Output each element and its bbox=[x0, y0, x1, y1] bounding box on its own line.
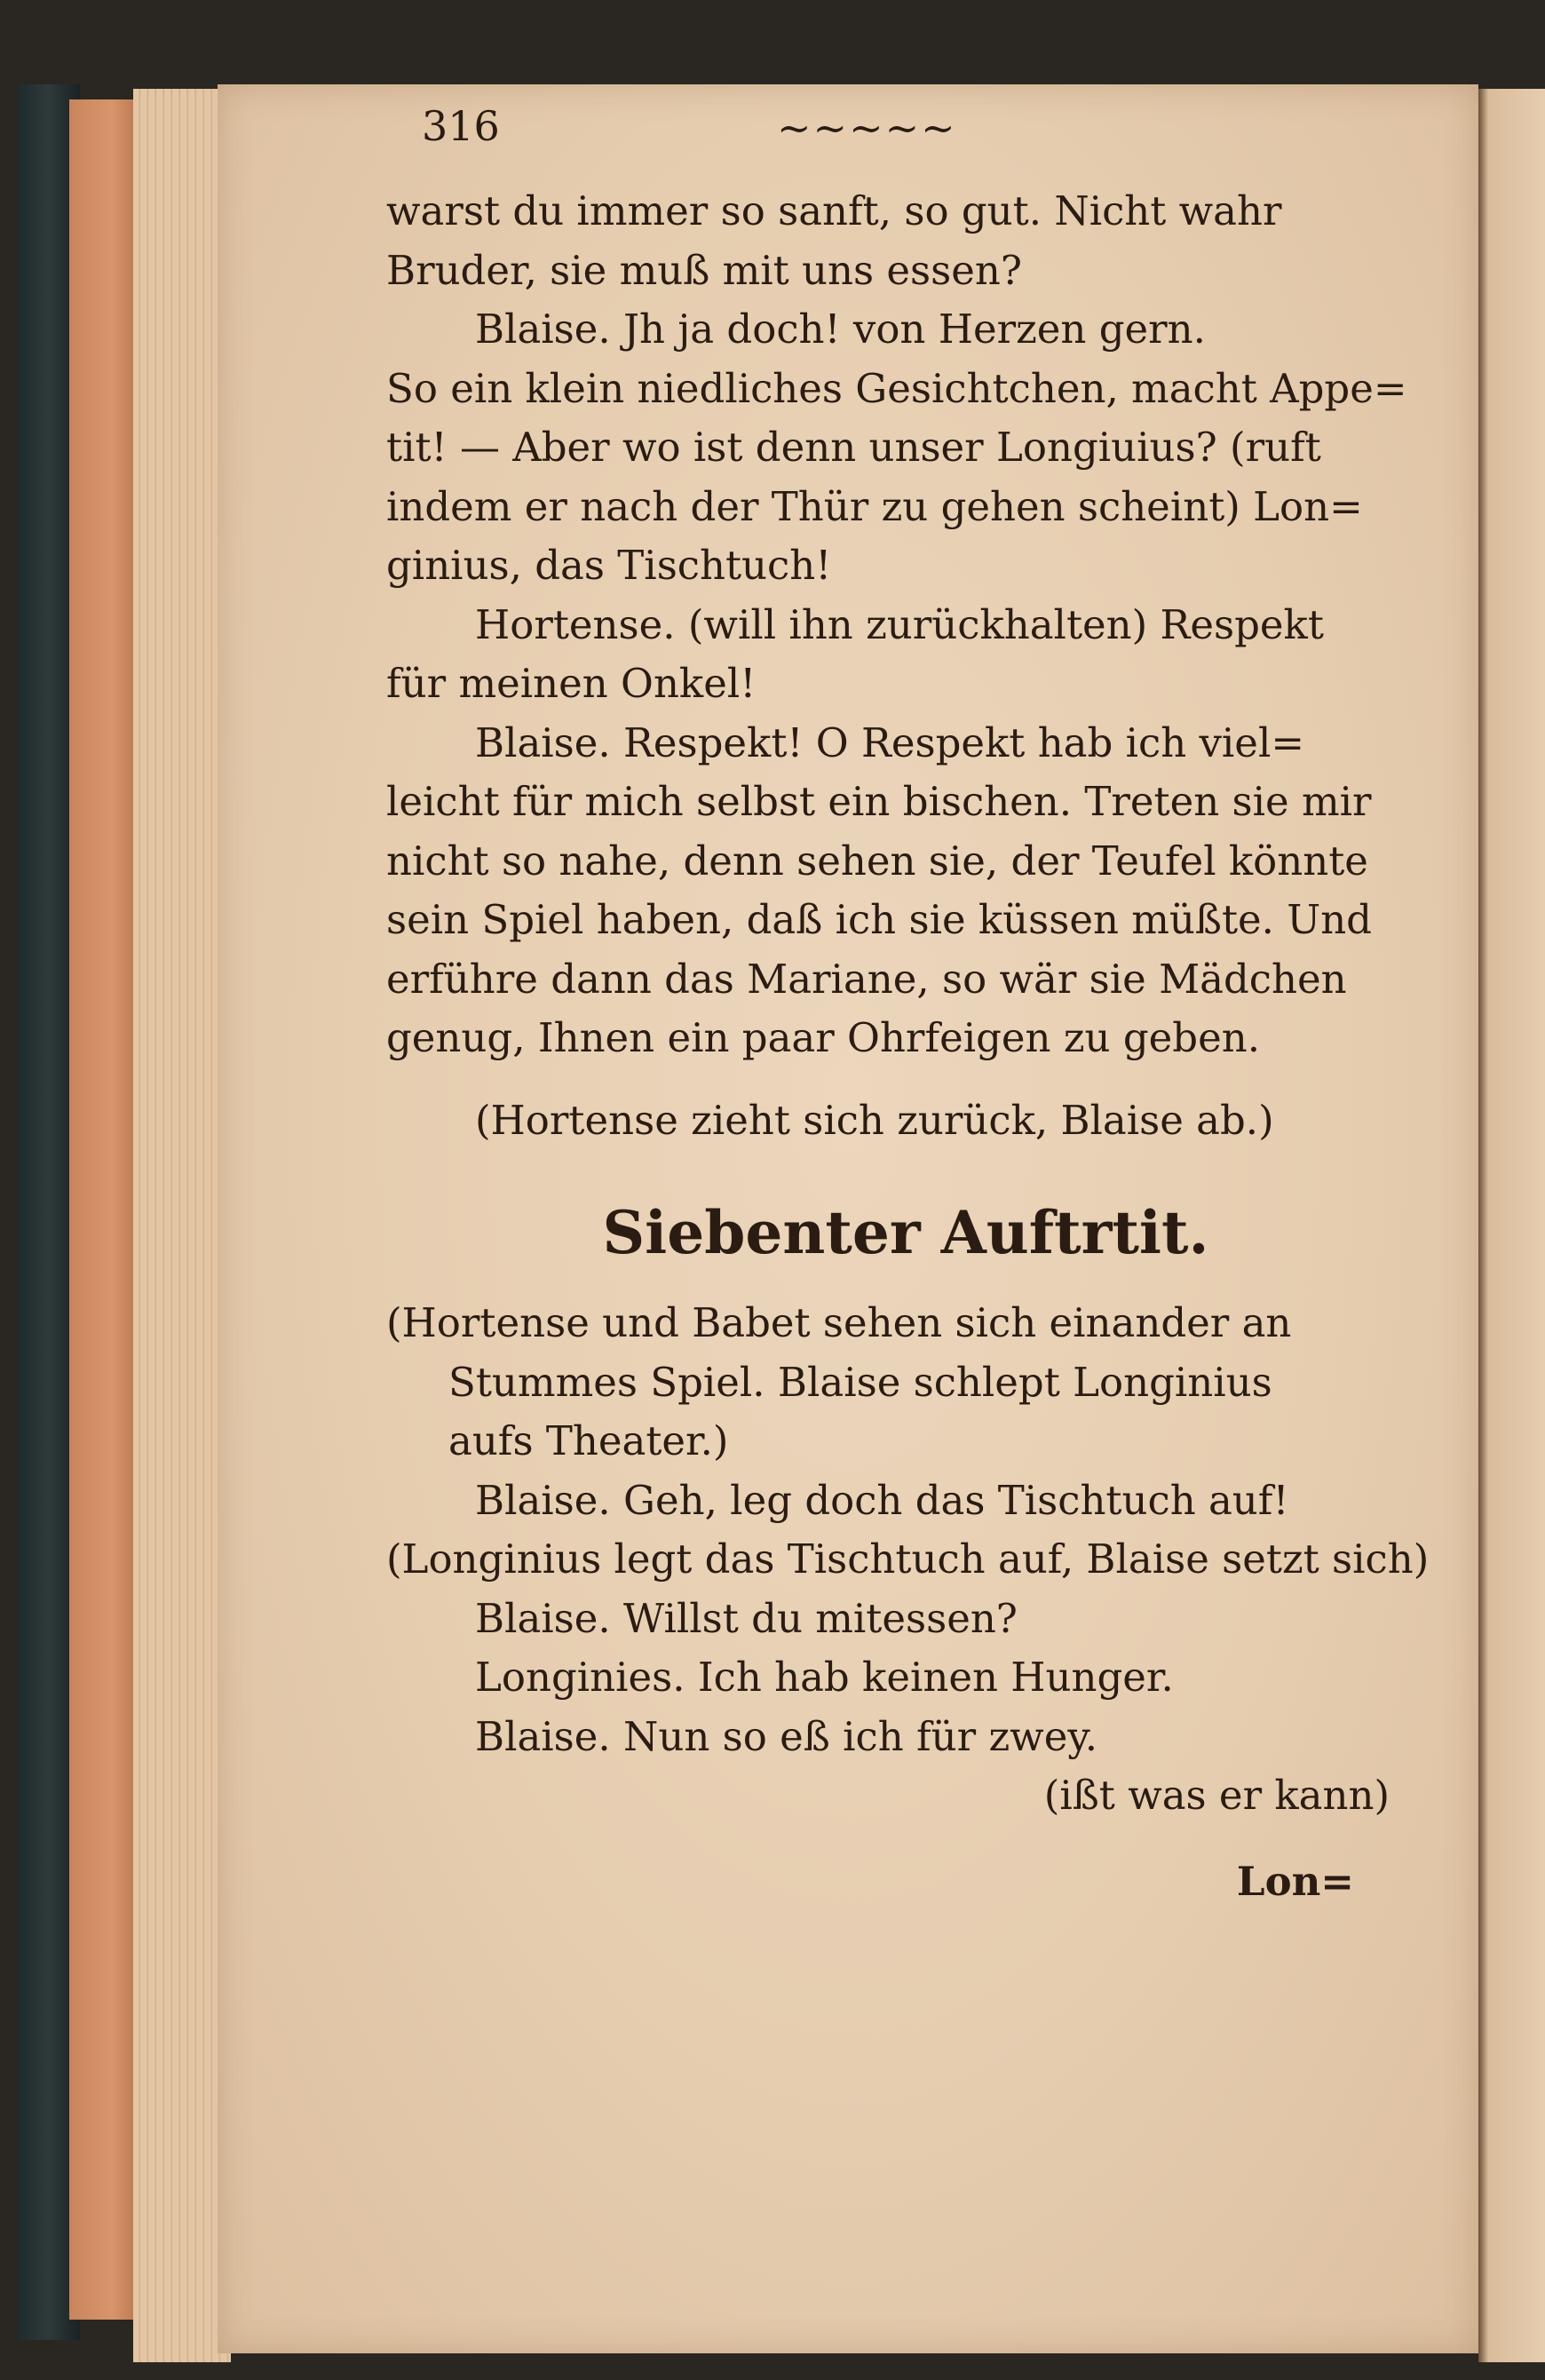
page-number: 316 bbox=[422, 102, 500, 150]
speaker-line: Blaise. Respekt! O Respekt hab ich viel= bbox=[475, 718, 1305, 766]
page-content bbox=[386, 93, 1430, 1911]
page-header bbox=[386, 93, 1425, 182]
speaker-line: Blaise. Geh, leg doch das Tischtuch auf! bbox=[475, 1476, 1289, 1524]
stage-direction: aufs Theater.) bbox=[448, 1417, 729, 1464]
text-line: sein Spiel haben, daß ich sie küssen müßte. Und bbox=[386, 896, 1372, 943]
text-line: genug, Ihnen ein paar Ohrfeigen zu geben. bbox=[386, 1014, 1261, 1061]
stage-direction: (ißt was er kann) bbox=[1043, 1772, 1390, 1819]
speaker-line: Hortense. (will ihn zurückhalten) Respekt bbox=[475, 600, 1324, 648]
speaker-line: Blaise. Willst du mitessen? bbox=[475, 1594, 1018, 1642]
stage-direction: (Hortense zieht sich zurück, Blaise ab.) bbox=[475, 1096, 1274, 1144]
spacer bbox=[386, 1068, 1425, 1091]
speaker-line: Blaise. Jh ja doch! von Herzen gern. bbox=[475, 305, 1206, 353]
page-stack bbox=[133, 89, 231, 2362]
facing-page-edge bbox=[1478, 89, 1545, 2362]
speaker-line: Blaise. Nun so eß ich für zwey. bbox=[475, 1712, 1098, 1760]
catchword: Lon= bbox=[1236, 1857, 1354, 1905]
stage-direction: Stummes Spiel. Blaise schlept Longinius bbox=[448, 1358, 1272, 1406]
header-ornament: ~~~~~ bbox=[777, 104, 957, 152]
scene-heading: Siebenter Auftrtit. bbox=[602, 1198, 1209, 1267]
text-line: tit! — Aber wo ist denn unser Longiuius? (ruft bbox=[386, 424, 1321, 471]
stage-direction: (Hortense und Babet sehen sich einander an bbox=[386, 1299, 1292, 1346]
text-line: erführe dann das Mariane, so wär sie Mädchen bbox=[386, 955, 1347, 1003]
text-line: indem er nach der Thür zu gehen scheint) Lon= bbox=[386, 482, 1363, 530]
text-line: für meinen Onkel! bbox=[386, 660, 757, 707]
text-line: Bruder, sie muß mit uns essen? bbox=[386, 246, 1022, 294]
text-line: ginius, das Tischtuch! bbox=[386, 542, 832, 589]
cover-edge bbox=[69, 99, 140, 2320]
stage-direction: (Longinius legt das Tischtuch auf, Blaise setzt sich) bbox=[386, 1535, 1430, 1583]
speaker-line: Longinies. Ich hab keinen Hunger. bbox=[475, 1654, 1174, 1701]
text-line: nicht so nahe, denn sehen sie, der Teufel könnte bbox=[386, 837, 1368, 885]
text-line: leicht für mich selbst ein bischen. Treten sie mir bbox=[386, 778, 1372, 825]
text-line: So ein klein niedliches Gesichtchen, macht Appe= bbox=[386, 364, 1407, 412]
text-line: warst du immer so sanft, so gut. Nicht wahr bbox=[386, 187, 1282, 234]
